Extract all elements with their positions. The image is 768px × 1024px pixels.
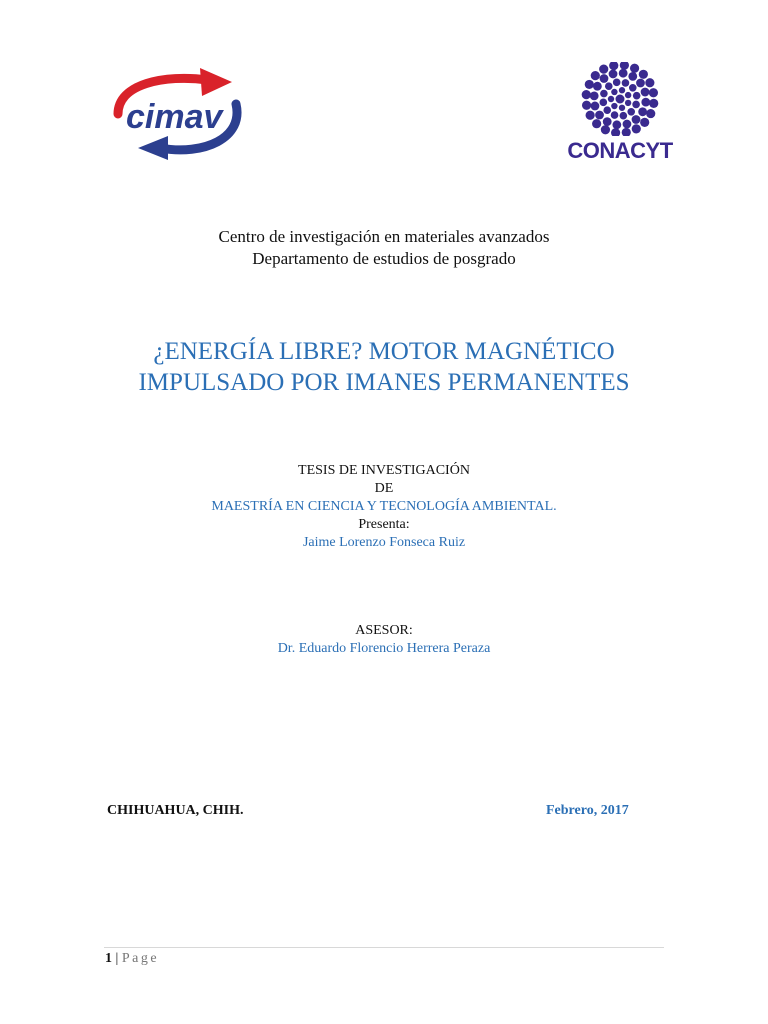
- conacyt-dot: [593, 82, 602, 91]
- conacyt-dot: [590, 91, 599, 100]
- conacyt-dot: [638, 107, 647, 116]
- program-name: MAESTRÍA EN CIENCIA Y TECNOLOGÍA AMBIENTAL.: [211, 499, 557, 514]
- conacyt-dot: [595, 111, 604, 120]
- conacyt-dot: [633, 92, 641, 100]
- conacyt-dot: [649, 99, 658, 108]
- conacyt-dot: [632, 124, 641, 133]
- conacyt-dot: [585, 80, 594, 89]
- conacyt-dot: [605, 82, 613, 90]
- location: CHIHUAHUA, CHIH.: [107, 803, 244, 818]
- page-label: Page: [121, 951, 160, 966]
- conacyt-dot: [627, 108, 635, 116]
- conacyt-dot: [599, 65, 608, 74]
- conacyt-dot: [603, 106, 611, 114]
- author-name: Jaime Lorenzo Fonseca Ruiz: [302, 535, 466, 550]
- conacyt-dot: [629, 84, 637, 92]
- advisor-name: Dr. Eduardo Florencio Herrera Peraza: [277, 641, 491, 656]
- conacyt-dot: [632, 115, 641, 124]
- conacyt-dot: [600, 90, 608, 98]
- conacyt-dot: [609, 62, 618, 70]
- conacyt-dot: [625, 92, 631, 98]
- conacyt-dot: [620, 112, 628, 120]
- conacyt-dot: [632, 101, 640, 109]
- footer-divider: [104, 947, 664, 948]
- institution-name: Centro de investigación en materiales avanzados: [218, 227, 550, 246]
- conacyt-dot: [592, 119, 601, 128]
- conacyt-dot: [603, 117, 612, 126]
- conacyt-logo-text: CONACYT: [567, 138, 673, 163]
- conacyt-dot: [645, 78, 654, 87]
- conacyt-dot: [630, 64, 639, 73]
- conacyt-dot: [600, 74, 609, 83]
- thesis-title-line-1: ¿ENERGÍA LIBRE? MOTOR MAGNÉTICO: [153, 338, 615, 365]
- conacyt-dot: [641, 88, 650, 97]
- conacyt-dot: [639, 70, 648, 79]
- advisor-label: ASESOR:: [355, 623, 413, 638]
- conacyt-dot: [620, 62, 629, 70]
- conacyt-dot: [641, 98, 650, 107]
- conacyt-dot: [628, 72, 637, 81]
- department-name: Departamento de estudios de posgrado: [252, 249, 516, 268]
- conacyt-dot: [611, 128, 620, 136]
- conacyt-dot: [646, 109, 655, 118]
- page-footer: [105, 951, 159, 967]
- page-separator: |: [112, 951, 122, 966]
- presents-label: Presenta:: [358, 517, 410, 532]
- conacyt-dot: [591, 71, 600, 80]
- conacyt-dot: [619, 87, 625, 93]
- conacyt-dot: [609, 70, 618, 79]
- conacyt-dot: [619, 105, 625, 111]
- cimav-logo-text: cimav: [126, 98, 223, 136]
- conacyt-dot: [611, 103, 617, 109]
- conacyt-dot: [582, 101, 591, 110]
- conacyt-dot: [622, 128, 631, 136]
- thesis-type: TESIS DE INVESTIGACIÓN: [298, 463, 470, 478]
- conacyt-dot: [636, 79, 645, 88]
- conacyt-dot: [582, 90, 591, 99]
- conacyt-dot: [586, 111, 595, 120]
- thesis-title-line-2: IMPULSADO POR IMANES PERMANENTES: [138, 369, 630, 396]
- page-number: 1: [105, 951, 112, 966]
- conacyt-dot: [612, 120, 621, 129]
- conacyt-dot: [601, 125, 610, 134]
- conacyt-logo: [560, 62, 680, 166]
- conacyt-dot: [619, 69, 628, 78]
- conacyt-dot: [600, 99, 608, 107]
- conacyt-dot: [623, 120, 632, 129]
- conacyt-dot: [625, 100, 631, 106]
- conacyt-dot: [622, 79, 630, 87]
- cimav-logo: [104, 68, 248, 160]
- conacyt-dot: [649, 88, 658, 97]
- conacyt-dot: [616, 95, 625, 104]
- thesis-connector: DE: [374, 481, 394, 496]
- conacyt-dot: [611, 111, 619, 119]
- conacyt-dot: [613, 79, 621, 87]
- date: Febrero, 2017: [546, 803, 629, 818]
- conacyt-dot: [591, 102, 600, 111]
- conacyt-dot: [640, 118, 649, 127]
- conacyt-dot: [611, 89, 617, 95]
- conacyt-dot: [608, 96, 614, 102]
